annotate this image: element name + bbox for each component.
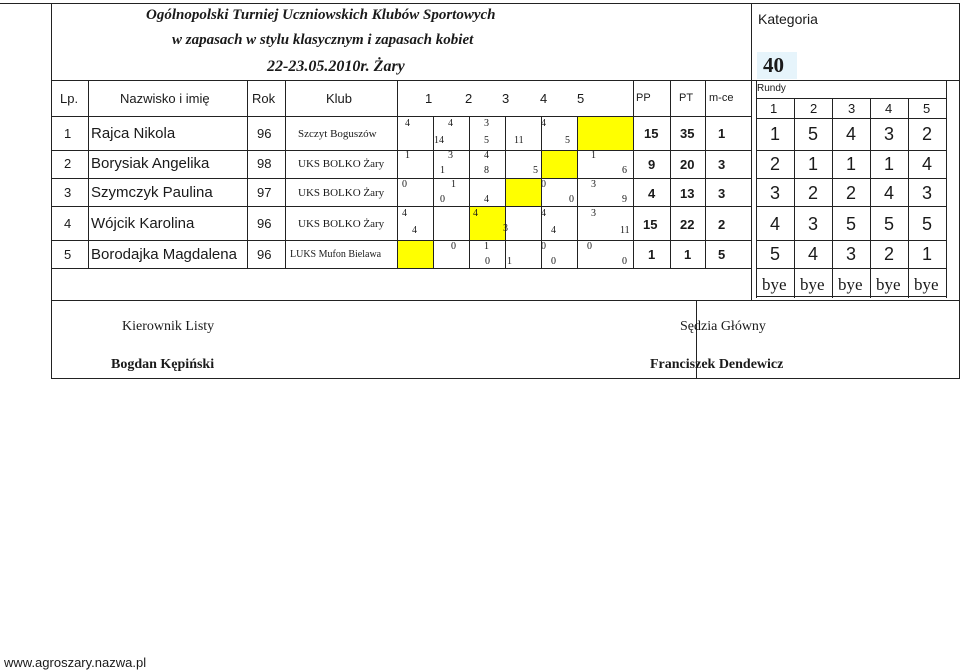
row-4-bout-3-bot: 4 — [551, 225, 556, 236]
row-4-bout-2-top: 4 — [473, 208, 478, 219]
row-5-year: 96 — [257, 247, 272, 262]
row-3-pt: 13 — [680, 186, 695, 201]
row-5-pt: 1 — [684, 247, 692, 262]
col-bout-1: 1 — [425, 91, 433, 106]
manager-name: Bogdan Kępiński — [111, 357, 215, 372]
row-2-club: UKS BOLKO Żary — [298, 158, 385, 170]
row-2-bout-3-top: 3 — [448, 150, 453, 161]
row-2-pt: 20 — [680, 157, 695, 172]
referee-name: Franciszek Dendewicz — [650, 357, 784, 372]
row-4-pt: 22 — [680, 217, 695, 232]
row-2-round-3: 1 — [846, 154, 857, 174]
row-1-lp: 1 — [64, 126, 72, 141]
row-5-bout-3-top: 1 — [484, 241, 489, 252]
row-4-bout-5-top: 3 — [591, 208, 596, 219]
row-1-bout-3-top: 4 — [448, 118, 453, 129]
row-1-place: 1 — [718, 126, 726, 141]
row-1-bout-3-bot: 5 — [484, 135, 489, 146]
round-header-1: 1 — [770, 101, 778, 116]
row-5-round-3: 3 — [846, 244, 857, 264]
col-place: m-ce — [709, 92, 734, 104]
row-3-year: 97 — [257, 185, 272, 200]
row-5-place: 5 — [718, 247, 726, 262]
diagonal-cell-5 — [398, 241, 433, 268]
row-4-bout-1-bot: 4 — [412, 225, 417, 236]
row-5-round-5: 1 — [922, 244, 933, 264]
row-1-name: Rajca Nikola — [91, 125, 176, 142]
col-name: Nazwisko i imię — [120, 91, 210, 106]
row-3-name: Szymczyk Paulina — [91, 184, 213, 201]
row-4-round-5: 5 — [922, 214, 933, 234]
row-2-round-5: 4 — [922, 154, 933, 174]
col-bout-2: 2 — [465, 91, 473, 106]
row-1-round-1: 1 — [770, 124, 781, 144]
bye-round-3: bye — [838, 275, 863, 294]
col-lp: Lp. — [60, 91, 79, 106]
row-5-bout-2-bot: 0 — [485, 256, 490, 267]
row-3-club: UKS BOLKO Żary — [298, 187, 385, 199]
row-1-round-5: 2 — [922, 124, 933, 144]
row-4-round-4: 5 — [884, 214, 895, 234]
col-bout-4: 4 — [540, 91, 548, 106]
col-bout-3: 3 — [502, 91, 510, 106]
row-5-lp: 5 — [64, 247, 72, 262]
row-3-bout-4-bot: 0 — [569, 194, 574, 205]
row-5-round-4: 2 — [884, 244, 895, 264]
row-1-bout-4-bot: 11 — [514, 135, 524, 146]
category-label: Kategoria — [758, 11, 818, 27]
row-1-round-3: 4 — [846, 124, 857, 144]
row-5-bout-5-bot: 0 — [622, 256, 627, 267]
row-1-round-4: 3 — [884, 124, 895, 144]
row-2-bout-4-top: 4 — [484, 150, 489, 161]
row-3-place: 3 — [718, 186, 726, 201]
title-line-2: w zapasach w stylu klasycznym i zapasach kobiet — [172, 32, 474, 48]
row-2-year: 98 — [257, 156, 272, 171]
col-bout-5: 5 — [577, 91, 585, 106]
row-4-round-2: 3 — [808, 214, 819, 234]
row-2-lp: 2 — [64, 156, 72, 171]
row-3-bout-1-top: 0 — [402, 179, 407, 190]
row-3-bout-2-bot: 4 — [484, 194, 489, 205]
row-4-club: UKS BOLKO Żary — [298, 218, 385, 230]
round-header-5: 5 — [923, 101, 931, 116]
row-5-bout-3-bot: 1 — [507, 256, 512, 267]
row-4-bout-5-bot: 11 — [620, 225, 630, 236]
row-1-round-2: 5 — [808, 124, 819, 144]
row-3-round-2: 2 — [808, 183, 819, 203]
row-2-round-1: 2 — [770, 154, 781, 174]
row-3-lp: 3 — [64, 185, 72, 200]
row-1-bout-5-top: 4 — [541, 118, 546, 129]
row-2-place: 3 — [718, 157, 726, 172]
title-line-1: Ogólnopolski Turniej Uczniowskich Klubów Sportowych — [146, 7, 496, 23]
col-pp: PP — [636, 92, 651, 104]
row-3-bout-2-top: 1 — [451, 179, 456, 190]
row-3-pp: 4 — [648, 186, 656, 201]
bye-round-4: bye — [876, 275, 901, 294]
diagonal-cell-2 — [542, 151, 577, 178]
col-club: Klub — [326, 91, 353, 106]
row-4-pp: 15 — [643, 217, 658, 232]
row-1-bout-4-top: 3 — [484, 118, 489, 129]
row-5-round-2: 4 — [808, 244, 819, 264]
row-3-bout-1-bot: 0 — [440, 194, 445, 205]
date-place: 22-23.05.2010r. Żary — [267, 58, 405, 75]
row-2-name: Borysiak Angelika — [91, 155, 210, 172]
row-3-bout-5-top: 3 — [591, 179, 596, 190]
row-2-bout-4-bot: 5 — [533, 165, 538, 176]
row-4-place: 2 — [718, 217, 726, 232]
row-4-year: 96 — [257, 216, 272, 231]
row-2-round-2: 1 — [808, 154, 819, 174]
row-2-bout-1-top: 1 — [405, 150, 410, 161]
row-2-bout-5-bot: 6 — [622, 165, 627, 176]
row-3-round-4: 4 — [884, 183, 895, 203]
row-4-round-3: 5 — [846, 214, 857, 234]
row-5-club: LUKS Mufon Bielawa — [290, 249, 382, 260]
row-5-bout-4-top: 0 — [541, 241, 546, 252]
row-1-pp: 15 — [644, 126, 659, 141]
row-1-bout-2-top: 4 — [405, 118, 410, 129]
category-value: 40 — [763, 53, 784, 77]
row-3-bout-4-top: 0 — [541, 179, 546, 190]
row-2-bout-1-bot: 1 — [440, 165, 445, 176]
row-4-name: Wójcik Karolina — [91, 215, 195, 232]
watermark: www.agroszary.nazwa.pl — [4, 655, 147, 670]
col-pt: PT — [679, 92, 694, 104]
row-5-bout-2-top: 0 — [451, 241, 456, 252]
row-2-bout-3-bot: 8 — [484, 165, 489, 176]
row-4-bout-2-bot: 3 — [503, 223, 508, 234]
row-1-year: 96 — [257, 126, 272, 141]
col-year: Rok — [252, 91, 276, 106]
row-5-round-1: 5 — [770, 244, 781, 264]
row-1-bout-2-bot: 14 — [434, 135, 444, 146]
row-3-round-5: 3 — [922, 183, 933, 203]
diagonal-cell-3 — [506, 179, 541, 206]
row-3-bout-5-bot: 9 — [622, 194, 627, 205]
row-5-pp: 1 — [648, 247, 656, 262]
bye-round-5: bye — [914, 275, 939, 294]
referee-label: Sędzia Główny — [680, 319, 766, 334]
row-3-round-3: 2 — [846, 183, 857, 203]
row-3-round-1: 3 — [770, 183, 781, 203]
round-header-3: 3 — [848, 101, 856, 116]
row-1-pt: 35 — [680, 126, 695, 141]
round-header-4: 4 — [885, 101, 893, 116]
row-5-bout-4-bot: 0 — [551, 256, 556, 267]
row-4-lp: 4 — [64, 216, 72, 231]
diagonal-cell-1b — [578, 117, 633, 150]
row-4-round-1: 4 — [770, 214, 781, 234]
rounds-label: Rundy — [757, 83, 786, 94]
row-1-club: Szczyt Boguszów — [298, 128, 377, 140]
bye-round-2: bye — [800, 275, 825, 294]
row-5-name: Borodajka Magdalena — [91, 246, 237, 263]
row-5-bout-5-top: 0 — [587, 241, 592, 252]
row-2-bout-5-top: 1 — [591, 150, 596, 161]
round-header-2: 2 — [810, 101, 818, 116]
manager-label: Kierownik Listy — [122, 319, 215, 334]
row-1-bout-5-bot: 5 — [565, 135, 570, 146]
row-4-bout-3-top: 4 — [541, 208, 546, 219]
bye-round-1: bye — [762, 275, 787, 294]
row-2-pp: 9 — [648, 157, 656, 172]
row-4-bout-1-top: 4 — [402, 208, 407, 219]
row-2-round-4: 1 — [884, 154, 895, 174]
